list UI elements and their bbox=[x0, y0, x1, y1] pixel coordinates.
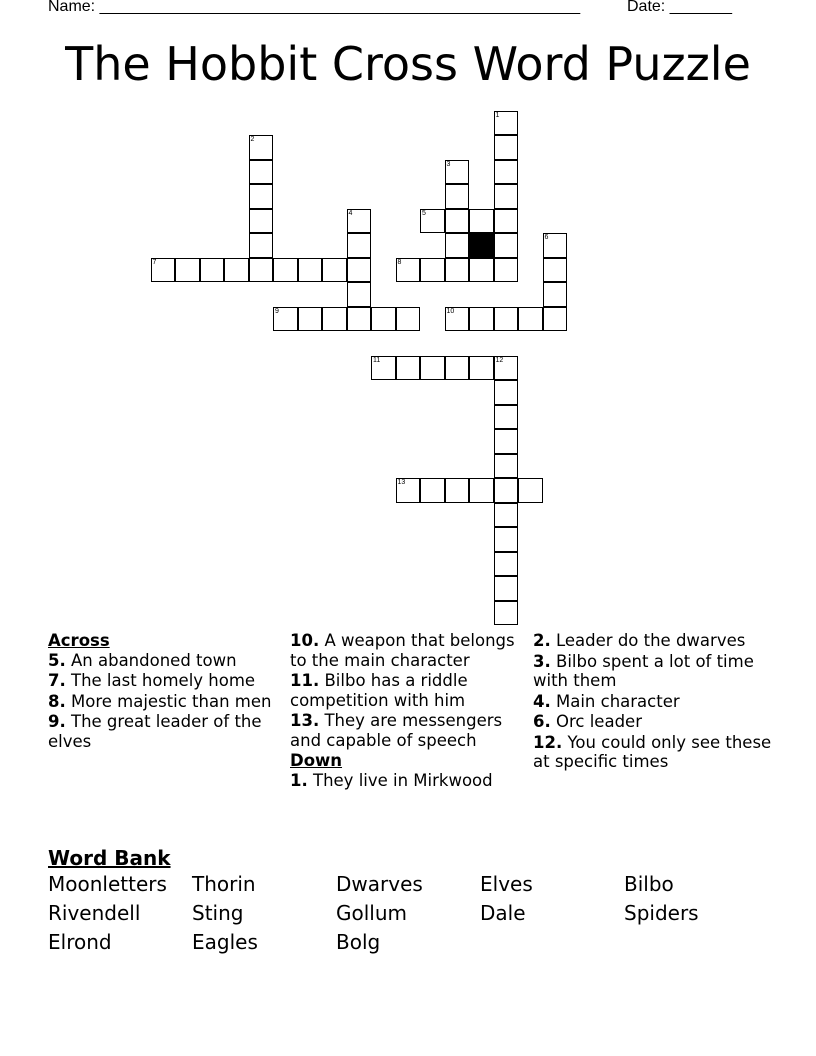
crossword-cell[interactable] bbox=[445, 258, 470, 283]
clues-column-1 bbox=[48, 631, 284, 752]
crossword-cell[interactable] bbox=[469, 356, 494, 381]
clue bbox=[533, 733, 773, 772]
crossword-cell[interactable] bbox=[347, 307, 372, 332]
clue bbox=[48, 692, 284, 712]
crossword-cell[interactable] bbox=[396, 478, 421, 503]
crossword-cell[interactable] bbox=[469, 307, 494, 332]
word-bank-item: Elves bbox=[480, 872, 533, 896]
clue-number: 10. bbox=[290, 631, 320, 650]
word-bank-item: Bilbo bbox=[624, 872, 674, 896]
crossword-cell[interactable] bbox=[347, 233, 372, 258]
crossword-cell[interactable] bbox=[445, 209, 470, 234]
clue bbox=[48, 651, 284, 671]
crossword-cell[interactable] bbox=[396, 258, 421, 283]
crossword-cell[interactable] bbox=[494, 405, 519, 430]
crossword-cell[interactable] bbox=[420, 478, 445, 503]
word-bank-item: Moonletters bbox=[48, 872, 167, 896]
crossword-cell[interactable] bbox=[494, 478, 519, 503]
crossword-cell[interactable] bbox=[494, 184, 519, 209]
clue bbox=[48, 712, 284, 751]
crossword-cell[interactable] bbox=[371, 356, 396, 381]
crossword-cell[interactable] bbox=[249, 258, 274, 283]
crossword-cell[interactable] bbox=[420, 258, 445, 283]
word-bank bbox=[48, 872, 778, 954]
crossword-cell[interactable] bbox=[151, 258, 176, 283]
black-cell bbox=[469, 233, 494, 258]
crossword-cell[interactable] bbox=[494, 160, 519, 185]
crossword-cell[interactable] bbox=[445, 356, 470, 381]
word-bank-item: Dwarves bbox=[336, 872, 423, 896]
crossword-cell[interactable] bbox=[494, 258, 519, 283]
clue-number: 1. bbox=[290, 770, 308, 790]
down-heading: Down bbox=[290, 751, 343, 770]
clue-number: 6. bbox=[533, 712, 551, 731]
word-bank-item: Thorin bbox=[192, 872, 256, 896]
word-bank-item: Bolg bbox=[336, 930, 381, 954]
crossword-cell[interactable] bbox=[494, 503, 519, 528]
clue-text: An abandoned town bbox=[65, 650, 237, 670]
crossword-cell[interactable] bbox=[322, 307, 347, 332]
clue-number: 13. bbox=[290, 711, 320, 730]
crossword-cell[interactable] bbox=[494, 552, 519, 577]
clue-text: Bilbo has a riddle competition with him bbox=[290, 671, 468, 710]
clue-text: They are messengers and capable of speech bbox=[290, 711, 503, 750]
crossword-cell[interactable] bbox=[347, 258, 372, 283]
crossword-cell[interactable] bbox=[494, 454, 519, 479]
clue-number: 8. bbox=[48, 691, 66, 711]
cell-number: 4 bbox=[348, 209, 353, 217]
clue-number: 11. bbox=[290, 671, 320, 690]
crossword-cell[interactable] bbox=[298, 258, 323, 283]
clue-text: The last homely home bbox=[65, 671, 256, 690]
clue-text: A weapon that belongs to the main character bbox=[290, 631, 515, 670]
crossword-cell[interactable] bbox=[445, 184, 470, 209]
clue-text: More majestic than men bbox=[65, 691, 272, 711]
crossword-cell[interactable] bbox=[175, 258, 200, 283]
crossword-cell[interactable] bbox=[494, 307, 519, 332]
crossword-cell[interactable] bbox=[518, 307, 543, 332]
clues-column-3 bbox=[533, 631, 773, 773]
crossword-cell[interactable] bbox=[543, 282, 568, 307]
cell-number: 1 bbox=[495, 111, 500, 119]
crossword-cell[interactable] bbox=[371, 307, 396, 332]
date-line: Date: _______ bbox=[627, 0, 732, 15]
clue bbox=[290, 631, 526, 670]
crossword-cell[interactable] bbox=[543, 307, 568, 332]
crossword-cell[interactable] bbox=[249, 184, 274, 209]
word-bank-item: Spiders bbox=[624, 901, 699, 925]
crossword-cell[interactable] bbox=[518, 478, 543, 503]
crossword-cell[interactable] bbox=[494, 527, 519, 552]
across-heading: Across bbox=[48, 631, 110, 650]
cell-number: 9 bbox=[275, 307, 279, 315]
clue bbox=[290, 711, 526, 750]
clue-number: 12. bbox=[533, 732, 563, 752]
crossword-cell[interactable] bbox=[494, 380, 519, 405]
clue-text: They live in Mirkwood bbox=[307, 770, 493, 790]
crossword-cell[interactable] bbox=[322, 258, 347, 283]
clue-number: 7. bbox=[48, 671, 66, 690]
crossword-cell[interactable] bbox=[494, 601, 519, 626]
clue bbox=[290, 671, 526, 710]
crossword-cell[interactable] bbox=[249, 160, 274, 185]
crossword-cell[interactable] bbox=[396, 356, 421, 381]
clues-column-2 bbox=[290, 631, 526, 791]
clue-text: Leader do the dwarves bbox=[550, 631, 746, 650]
crossword-cell[interactable] bbox=[469, 258, 494, 283]
crossword-cell[interactable] bbox=[420, 356, 445, 381]
crossword-cell[interactable] bbox=[249, 209, 274, 234]
crossword-cell[interactable] bbox=[494, 576, 519, 601]
crossword-cell[interactable] bbox=[273, 258, 298, 283]
clue-number: 9. bbox=[48, 712, 66, 731]
clue bbox=[48, 671, 284, 691]
crossword-cell[interactable] bbox=[445, 478, 470, 503]
cell-number: 13 bbox=[397, 479, 406, 486]
clue-number: 5. bbox=[48, 650, 66, 670]
cell-number: 12 bbox=[495, 356, 504, 364]
clue-text: Main character bbox=[550, 691, 680, 711]
crossword-cell[interactable] bbox=[494, 209, 519, 234]
clue-text: You could only see these at specific times bbox=[533, 732, 772, 771]
clue bbox=[533, 692, 773, 712]
cell-number: 10 bbox=[446, 307, 455, 315]
word-bank-item: Sting bbox=[192, 901, 244, 925]
word-bank-item: Gollum bbox=[336, 901, 408, 925]
crossword-cell[interactable] bbox=[494, 356, 519, 381]
clue-text: Bilbo spent a lot of time with them bbox=[533, 651, 754, 690]
cell-number: 5 bbox=[422, 209, 426, 217]
crossword-cell[interactable] bbox=[200, 258, 225, 283]
crossword-cell[interactable] bbox=[298, 307, 323, 332]
crossword-cell[interactable] bbox=[273, 307, 298, 332]
clue bbox=[533, 652, 773, 691]
crossword-cell[interactable] bbox=[494, 233, 519, 258]
cell-number: 7 bbox=[152, 258, 157, 266]
crossword-cell[interactable] bbox=[249, 135, 274, 160]
cell-number: 2 bbox=[250, 136, 255, 143]
crossword-cell[interactable] bbox=[494, 111, 519, 136]
clue-number: 4. bbox=[533, 691, 551, 711]
crossword-cell[interactable] bbox=[494, 135, 519, 160]
word-bank-item: Elrond bbox=[48, 930, 112, 954]
crossword-cell[interactable] bbox=[396, 307, 421, 332]
name-line: Name: ______________________________________________________ bbox=[48, 0, 581, 15]
crossword-cell[interactable] bbox=[445, 307, 470, 332]
cell-number: 3 bbox=[446, 160, 451, 168]
crossword-cell[interactable] bbox=[249, 233, 274, 258]
crossword-cell[interactable] bbox=[494, 429, 519, 454]
cell-number: 8 bbox=[397, 258, 402, 266]
clue-number: 2. bbox=[533, 631, 551, 650]
word-bank-item: Eagles bbox=[192, 930, 258, 954]
cell-number: 6 bbox=[544, 234, 549, 241]
clue bbox=[533, 631, 773, 651]
clue bbox=[290, 771, 526, 791]
crossword-cell[interactable] bbox=[469, 209, 494, 234]
word-bank-title: Word Bank bbox=[48, 846, 171, 870]
cell-number: 11 bbox=[373, 356, 381, 364]
clue-number: 3. bbox=[533, 651, 551, 671]
crossword-cell[interactable] bbox=[543, 233, 568, 258]
crossword-cell[interactable] bbox=[347, 209, 372, 234]
crossword-cell[interactable] bbox=[224, 258, 249, 283]
crossword-cell[interactable] bbox=[469, 478, 494, 503]
page-title: The Hobbit Cross Word Puzzle bbox=[65, 37, 751, 91]
clue-text: The great leader of the elves bbox=[48, 712, 262, 751]
crossword-cell[interactable] bbox=[445, 160, 470, 185]
crossword-cell[interactable] bbox=[420, 209, 445, 234]
word-bank-item: Rivendell bbox=[48, 901, 141, 925]
word-bank-item: Dale bbox=[480, 901, 526, 925]
crossword-cell[interactable] bbox=[543, 258, 568, 283]
clue bbox=[533, 712, 773, 732]
clue-text: Orc leader bbox=[550, 712, 642, 731]
crossword-cell[interactable] bbox=[445, 233, 470, 258]
crossword-cell[interactable] bbox=[347, 282, 372, 307]
